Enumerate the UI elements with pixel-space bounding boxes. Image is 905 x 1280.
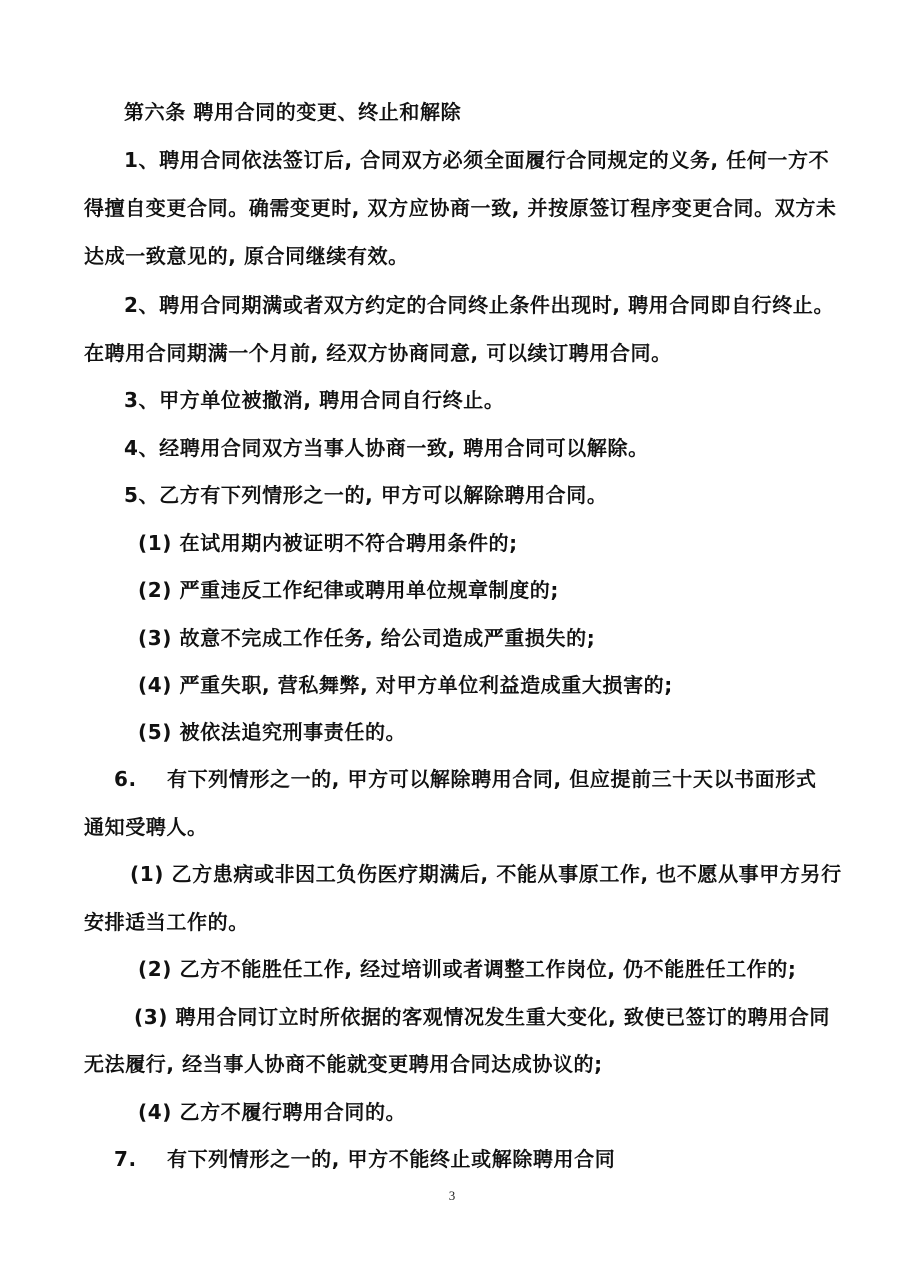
clause-1-line-1: 1、聘用合同依法签订后, 合同双方必须全面履行合同规定的义务, 任何一方不 [124,148,830,172]
clause-1-line-3: 达成一致意见的, 原合同继续有效。 [84,244,409,268]
clause-7: 7. 有下列情形之一的, 甲方不能终止或解除聘用合同 [114,1147,616,1171]
clause-5-item-2: (2) 严重违反工作纪律或聘用单位规章制度的; [138,578,559,602]
clause-2-line-1: 2、聘用合同期满或者双方约定的合同终止条件出现时, 聘用合同即自行终止。 [124,293,835,317]
clause-5-item-5: (5) 被依法追究刑事责任的。 [138,720,407,744]
clause-6-item-3-line-1: (3) 聘用合同订立时所依据的客观情况发生重大变化, 致使已签订的聘用合同 [134,1005,830,1029]
clause-5-item-3: (3) 故意不完成工作任务, 给公司造成严重损失的; [138,626,596,650]
clause-2-line-2: 在聘用合同期满一个月前, 经双方协商同意, 可以续订聘用合同。 [84,341,672,365]
clause-6-line-1: 6. 有下列情形之一的, 甲方可以解除聘用合同, 但应提前三十天以书面形式 [114,767,817,791]
clause-6-item-1-line-2: 安排适当工作的。 [84,910,249,934]
page-number: 3 [448,1188,456,1203]
clause-6-item-2: (2) 乙方不能胜任工作, 经过培训或者调整工作岗位, 仍不能胜任工作的; [138,957,797,981]
article-heading: 第六条 聘用合同的变更、终止和解除 [124,100,462,124]
clause-6-item-1-line-1: (1) 乙方患病或非因工负伤医疗期满后, 不能从事原工作, 也不愿从事甲方另行 [130,862,842,886]
clause-3: 3、甲方单位被撤消, 聘用合同自行终止。 [124,388,505,412]
clause-5: 5、乙方有下列情形之一的, 甲方可以解除聘用合同。 [124,483,608,507]
clause-4: 4、经聘用合同双方当事人协商一致, 聘用合同可以解除。 [124,436,649,460]
clause-1-line-2: 得擅自变更合同。确需变更时, 双方应协商一致, 并按原签订程序变更合同。双方未 [84,196,837,220]
clause-5-item-1: (1) 在试用期内被证明不符合聘用条件的; [138,531,518,555]
clause-6-line-2: 通知受聘人。 [84,815,208,839]
clause-6-item-3-line-2: 无法履行, 经当事人协商不能就变更聘用合同达成协议的; [84,1052,603,1076]
clause-5-item-4: (4) 严重失职, 营私舞弊, 对甲方单位利益造成重大损害的; [138,673,673,697]
clause-6-item-4: (4) 乙方不履行聘用合同的。 [138,1100,407,1124]
